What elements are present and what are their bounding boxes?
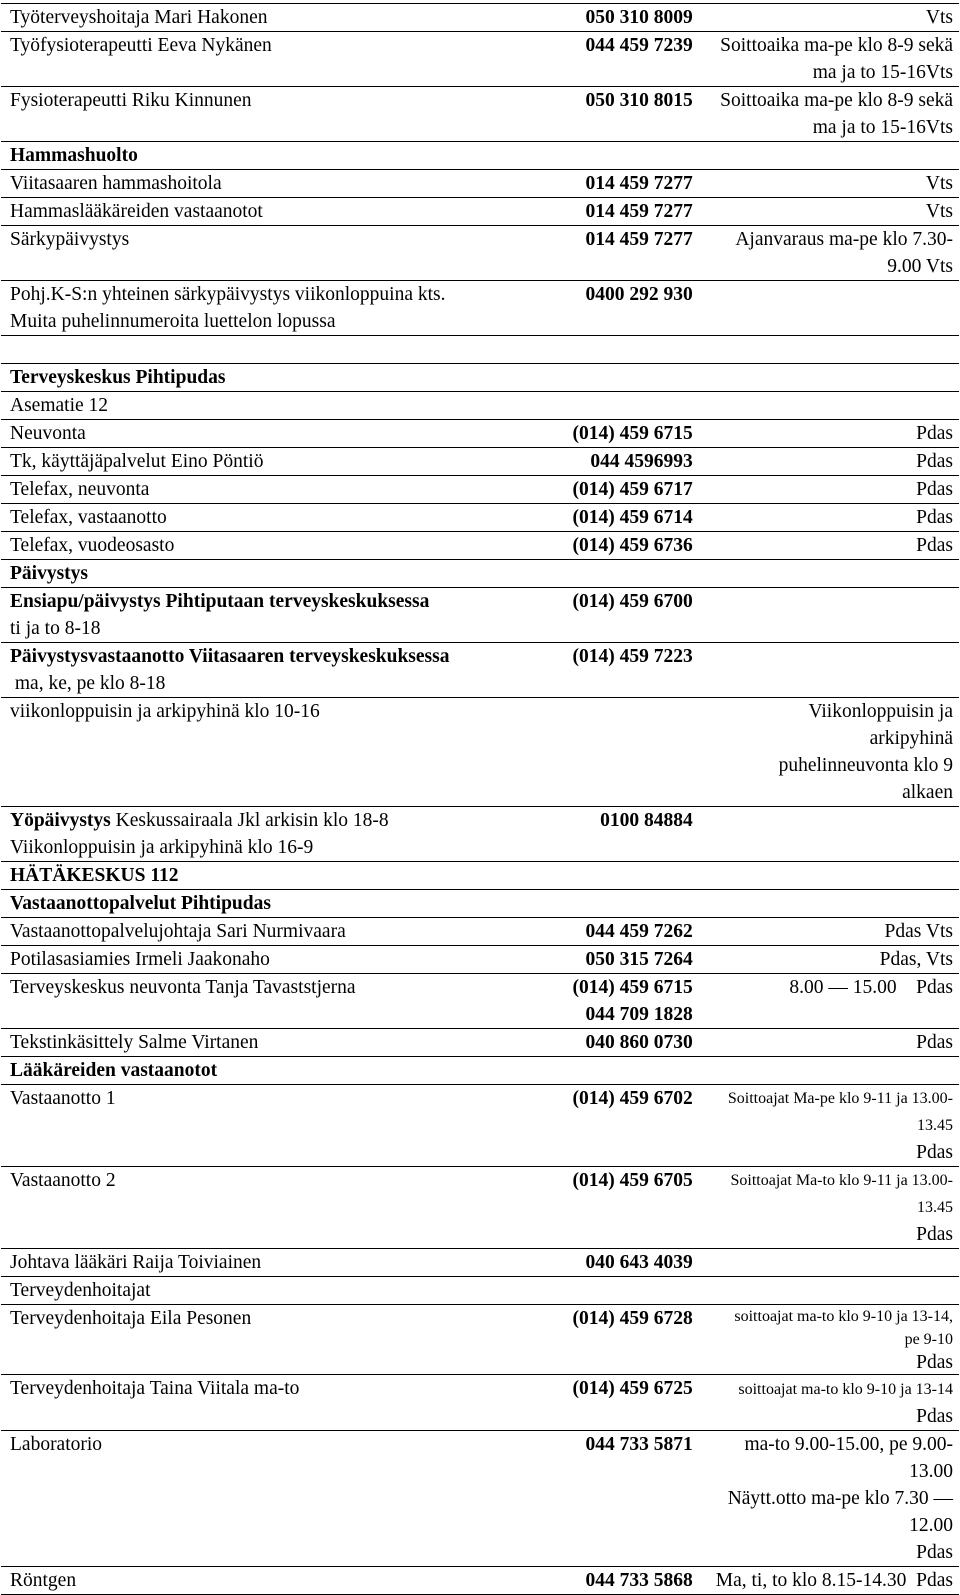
entry-note bbox=[707, 1249, 959, 1277]
entry-note: Soittoajat Ma-to klo 9-11 ja 13.00-13.45 bbox=[730, 1172, 953, 1216]
table-row bbox=[1, 807, 959, 862]
table-row bbox=[1, 1567, 959, 1595]
entry-note-cell bbox=[707, 1085, 959, 1167]
entry-name: Telefax, vastaanotto bbox=[1, 504, 539, 532]
phone-number: (014) 459 6702 bbox=[539, 1085, 706, 1167]
table-row bbox=[1, 4, 959, 32]
phone-number bbox=[539, 560, 706, 588]
table-row bbox=[1, 364, 959, 392]
table-row bbox=[1, 32, 959, 87]
entry-note bbox=[707, 336, 959, 364]
entry-location: Pdas bbox=[916, 1352, 953, 1373]
phone-number: 050 310 8009 bbox=[539, 4, 706, 32]
phone-number: 014 459 7277 bbox=[539, 170, 706, 198]
table-row bbox=[1, 1029, 959, 1057]
table-row bbox=[1, 392, 959, 420]
phone-number bbox=[539, 1277, 706, 1305]
table-row bbox=[1, 946, 959, 974]
entry-note-cell bbox=[707, 1375, 959, 1431]
phone-number bbox=[539, 862, 706, 890]
phone-number: 014 459 7277 bbox=[539, 198, 706, 226]
phone-number: (014) 459 6736 bbox=[539, 532, 706, 560]
table-row bbox=[1, 1375, 959, 1431]
entry-name: Röntgen bbox=[1, 1567, 539, 1595]
entry-note bbox=[707, 862, 959, 890]
entry-name: Ensiapu/päivystys Pihtiputaan terveyskeskuksessa bbox=[10, 591, 430, 612]
entry-note bbox=[707, 890, 959, 918]
section-heading: Vastaanottopalvelut Pihtipudas bbox=[1, 890, 539, 918]
phone-directory-table bbox=[1, 3, 959, 1595]
table-row bbox=[1, 87, 959, 142]
phone-number: 040 860 0730 bbox=[539, 1029, 706, 1057]
entry-note bbox=[707, 1277, 959, 1305]
entry-note: Viikonloppuisin ja arkipyhinä puhelinneuvonta klo 9 alkaen bbox=[707, 698, 959, 807]
phone-number bbox=[539, 336, 706, 364]
entry-name-bold: Yöpäivystys bbox=[10, 810, 111, 831]
entry-name: Terveydenhoitajat bbox=[1, 1277, 539, 1305]
table-row bbox=[1, 532, 959, 560]
entry-note: Ajanvaraus ma-pe klo 7.30-9.00 Vts bbox=[707, 226, 959, 281]
phone-number: 050 310 8015 bbox=[539, 87, 706, 142]
entry-note-cell bbox=[707, 1167, 959, 1249]
phone-number: (014) 459 6715 bbox=[539, 420, 706, 448]
entry-name: Telefax, neuvonta bbox=[1, 476, 539, 504]
section-heading: Lääkäreiden vastaanotot bbox=[1, 1057, 539, 1085]
phone-number bbox=[539, 364, 706, 392]
entry-name-cell bbox=[1, 588, 539, 643]
entry-hours: ti ja to 8-18 bbox=[10, 618, 101, 639]
entry-name: Fysioterapeutti Riku Kinnunen bbox=[1, 87, 539, 142]
entry-name: Tekstinkäsittely Salme Virtanen bbox=[1, 1029, 539, 1057]
phone-number: 040 643 4039 bbox=[539, 1249, 706, 1277]
table-row bbox=[1, 476, 959, 504]
entry-note: Pdas, Vts bbox=[707, 946, 959, 974]
entry-location: Pdas bbox=[916, 1406, 953, 1427]
entry-note: Pdas bbox=[707, 476, 959, 504]
entry-name-cell bbox=[1, 807, 539, 862]
entry-note bbox=[707, 281, 959, 336]
entry-name: Pohj.K-S:n yhteinen särkypäivystys viikonloppuina kts. Muita puhelinnumeroita luettelon lopussa bbox=[1, 281, 539, 336]
entry-note: soittoajat ma-to klo 9-10 ja 13-14, pe 9-10 bbox=[734, 1308, 953, 1348]
entry-note: Ma, ti, to klo 8.15-14.30 Pdas bbox=[707, 1567, 959, 1595]
table-row bbox=[1, 588, 959, 643]
table-row bbox=[1, 336, 959, 364]
entry-name bbox=[1, 336, 539, 364]
table-row bbox=[1, 1277, 959, 1305]
entry-name: Asematie 12 bbox=[1, 392, 539, 420]
table-row bbox=[1, 890, 959, 918]
table-row bbox=[1, 448, 959, 476]
entry-note: Pdas bbox=[707, 448, 959, 476]
section-heading: Hammashuolto bbox=[1, 142, 539, 170]
table-row bbox=[1, 698, 959, 807]
entry-name: Terveyskeskus neuvonta Tanja Tavaststjerna bbox=[1, 974, 539, 1029]
entry-note bbox=[707, 643, 959, 698]
entry-note: Soittoaika ma-pe klo 8-9 sekä ma ja to 15-16Vts bbox=[707, 32, 959, 87]
entry-note bbox=[707, 588, 959, 643]
entry-hours: Viikonloppuisin ja arkipyhinä klo 16-9 bbox=[10, 837, 314, 858]
entry-note bbox=[707, 392, 959, 420]
table-row bbox=[1, 1305, 959, 1375]
phone-number: 0100 84884 bbox=[539, 807, 706, 862]
phone-number: (014) 459 6714 bbox=[539, 504, 706, 532]
table-row bbox=[1, 1431, 959, 1567]
phone-number: (014) 459 6700 bbox=[539, 588, 706, 643]
entry-note: Soittoajat Ma-pe klo 9-11 ja 13.00-13.45 bbox=[727, 1090, 953, 1134]
entry-note-secondary: Näytt.otto ma-pe klo 7.30 — 12.00 bbox=[727, 1488, 953, 1536]
entry-name: viikonloppuisin ja arkipyhinä klo 10-16 bbox=[1, 698, 539, 807]
entry-note: Pdas bbox=[707, 1029, 959, 1057]
entry-note: Pdas bbox=[707, 532, 959, 560]
section-heading: Päivystys bbox=[1, 560, 539, 588]
entry-name: Viitasaaren hammashoitola bbox=[1, 170, 539, 198]
entry-note: soittoajat ma-to klo 9-10 ja 13-14 bbox=[738, 1381, 953, 1398]
entry-location: Pdas bbox=[916, 1542, 953, 1563]
phone-number bbox=[539, 1057, 706, 1085]
phone-number bbox=[539, 890, 706, 918]
entry-location: Pdas bbox=[916, 1224, 953, 1245]
phone-number: (014) 459 7223 bbox=[539, 643, 706, 698]
phone-number-secondary: 044 709 1828 bbox=[585, 1004, 693, 1025]
phone-number: (014) 459 6715 bbox=[572, 977, 693, 998]
entry-note: Soittoaika ma-pe klo 8-9 sekä ma ja to 15-16Vts bbox=[707, 87, 959, 142]
phone-number: 050 315 7264 bbox=[539, 946, 706, 974]
entry-note: Vts bbox=[707, 4, 959, 32]
phone-number: 0400 292 930 bbox=[539, 281, 706, 336]
entry-name: Telefax, vuodeosasto bbox=[1, 532, 539, 560]
entry-name: Vastaanotto 1 bbox=[1, 1085, 539, 1167]
entry-note bbox=[707, 560, 959, 588]
table-row bbox=[1, 142, 959, 170]
entry-name: Vastaanottopalvelujohtaja Sari Nurmivaara bbox=[1, 918, 539, 946]
table-row bbox=[1, 170, 959, 198]
entry-name: Potilasasiamies Irmeli Jaakonaho bbox=[1, 946, 539, 974]
table-row bbox=[1, 643, 959, 698]
entry-name: Työfysioterapeutti Eeva Nykänen bbox=[1, 32, 539, 87]
entry-name: Tk, käyttäjäpalvelut Eino Pöntiö bbox=[1, 448, 539, 476]
table-row bbox=[1, 198, 959, 226]
table-row bbox=[1, 226, 959, 281]
phone-number bbox=[539, 698, 706, 807]
entry-name: Johtava lääkäri Raija Toiviainen bbox=[1, 1249, 539, 1277]
entry-note bbox=[707, 142, 959, 170]
entry-name: Laboratorio bbox=[1, 1431, 539, 1567]
entry-name: Vastaanotto 2 bbox=[1, 1167, 539, 1249]
phone-number: 014 459 7277 bbox=[539, 226, 706, 281]
table-row bbox=[1, 862, 959, 890]
entry-name: Terveydenhoitaja Taina Viitala ma-to bbox=[1, 1375, 539, 1431]
entry-note: Vts bbox=[707, 198, 959, 226]
entry-name: Päivystysvastaanotto Viitasaaren terveyskeskuksessa bbox=[10, 646, 450, 667]
entry-name: Särkypäivystys bbox=[1, 226, 539, 281]
table-row bbox=[1, 1167, 959, 1249]
entry-note bbox=[707, 1057, 959, 1085]
entry-name: Neuvonta bbox=[1, 420, 539, 448]
entry-name: Hammaslääkäreiden vastaanotot bbox=[1, 198, 539, 226]
entry-note: Pdas Vts bbox=[707, 918, 959, 946]
phone-number bbox=[539, 392, 706, 420]
section-heading: HÄTÄKESKUS 112 bbox=[1, 862, 539, 890]
table-row bbox=[1, 420, 959, 448]
entry-name: Terveydenhoitaja Eila Pesonen bbox=[1, 1305, 539, 1375]
entry-note-cell bbox=[707, 1431, 959, 1567]
phone-number: 044 459 7262 bbox=[539, 918, 706, 946]
phone-number: (014) 459 6725 bbox=[539, 1375, 706, 1431]
phone-number: 044 733 5868 bbox=[539, 1567, 706, 1595]
phone-number bbox=[539, 142, 706, 170]
table-row bbox=[1, 1249, 959, 1277]
phone-number: (014) 459 6705 bbox=[539, 1167, 706, 1249]
entry-note: Pdas bbox=[707, 420, 959, 448]
entry-hours: ma, ke, pe klo 8-18 bbox=[10, 673, 166, 694]
phone-number: 044 459 7239 bbox=[539, 32, 706, 87]
phone-number: (014) 459 6728 bbox=[539, 1305, 706, 1375]
section-heading: Terveyskeskus Pihtipudas bbox=[1, 364, 539, 392]
phone-number: (014) 459 6717 bbox=[539, 476, 706, 504]
entry-name: Keskussairaala Jkl arkisin klo 18-8 bbox=[110, 810, 389, 831]
phone-number-cell bbox=[539, 974, 706, 1029]
table-row bbox=[1, 1085, 959, 1167]
table-row bbox=[1, 974, 959, 1029]
entry-note: ma-to 9.00-15.00, pe 9.00-13.00 bbox=[744, 1434, 953, 1482]
table-row bbox=[1, 918, 959, 946]
entry-location: Pdas bbox=[916, 1142, 953, 1163]
entry-name-cell bbox=[1, 643, 539, 698]
table-row bbox=[1, 560, 959, 588]
entry-note: Pdas bbox=[707, 504, 959, 532]
phone-number: 044 733 5871 bbox=[539, 1431, 706, 1567]
entry-name: Työterveyshoitaja Mari Hakonen bbox=[1, 4, 539, 32]
table-row bbox=[1, 504, 959, 532]
entry-note: Vts bbox=[707, 170, 959, 198]
table-row bbox=[1, 1057, 959, 1085]
table-row bbox=[1, 281, 959, 336]
entry-note-cell bbox=[707, 1305, 959, 1375]
entry-note bbox=[707, 364, 959, 392]
phone-number: 044 4596993 bbox=[539, 448, 706, 476]
entry-note: 8.00 — 15.00 Pdas bbox=[707, 974, 959, 1029]
entry-note bbox=[707, 807, 959, 862]
